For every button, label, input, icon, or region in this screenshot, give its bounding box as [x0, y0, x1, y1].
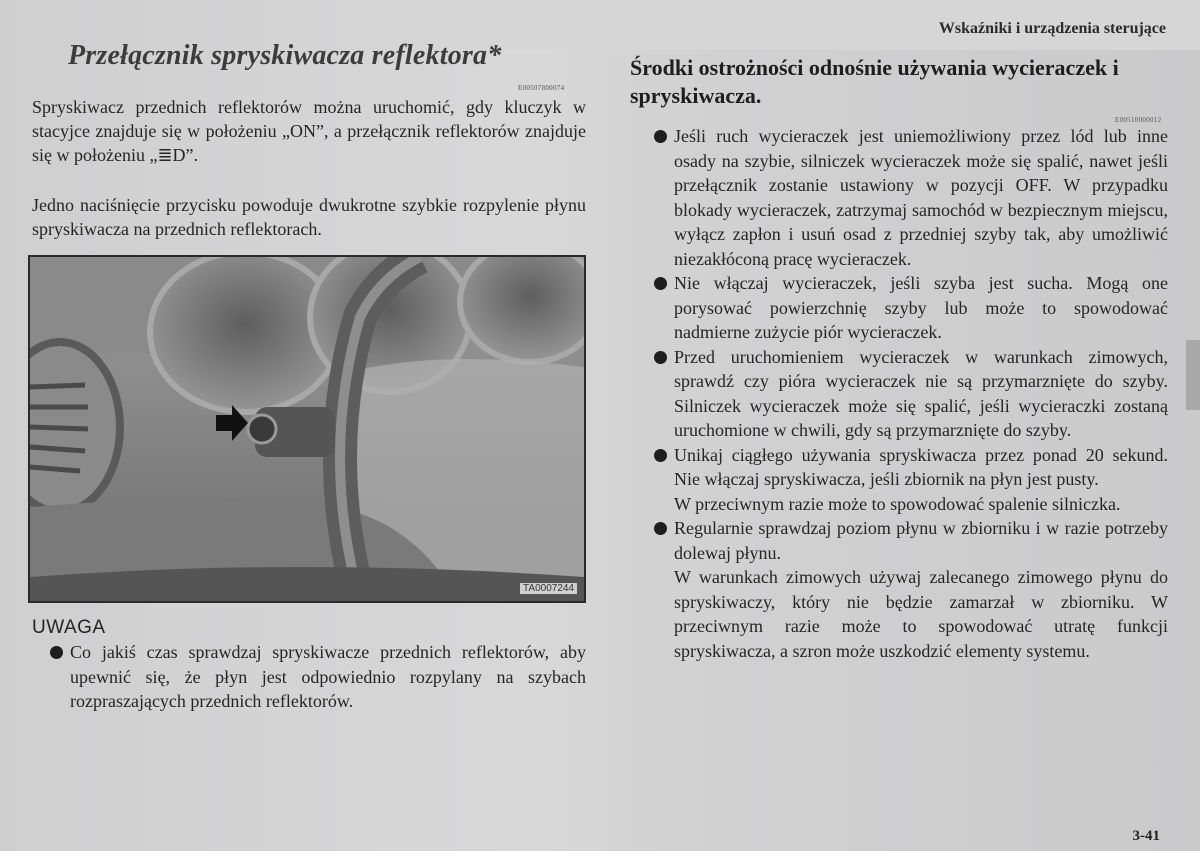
list-item [654, 443, 1168, 517]
page-number: 3-41 [1132, 828, 1160, 844]
section-title-precautions: Środki ostrożności odnośnie używania wycieraczek i spryskiwacza. [630, 55, 1119, 108]
list-item [654, 516, 1168, 663]
list-item-text: Co jakiś czas sprawdzaj spryskiwacze przednich reflektorów, aby upewnić się, że płyn jest odpowiednio rozpylany na szybach rozpraszających przednich reflektorów. [70, 642, 586, 711]
bullet-dot-icon [654, 130, 667, 143]
list-item-text: Przed uruchomieniem wycieraczek w warunkach zimowych, sprawdź czy pióra wycieraczek nie są przymarznięte do szyby. Silniczek wycieraczek może się spalić, jeśli wycieraczki zostaną uruchomione w chwili, gdy są przymarznięte do szyby. [674, 346, 1168, 440]
paragraph-text: Jedno naciśnięcie przycisku powoduje dwukrotne szybkie rozpylenie płynu spryskiwacza na przednich reflektorach. [32, 195, 586, 239]
list-item-continuation: W warunkach zimowych używaj zalecanego zimowego płynu do spryskiwaczy, który nie będzie zamarzał w zbiorniku. W przeciwnym razie może to spowodować utratę funkcji spryskiwacza, a szron może uszkodzić elementy systemu. [674, 567, 1168, 661]
chapter-side-tab [1186, 340, 1200, 410]
list-item-text: Jeśli ruch wycieraczek jest uniemożliwiony przez lód lub inne osady na szybie, silniczek wycieraczek może się spalić, nawet jeśli przełącznik zostanie ustawiony w pozycji OFF. W przypadku blokady wycieraczek, zatrzymaj samochód w bezpiecznym miejscu, wyłącz zapłon i usuń osad z przedniej szyby tak, aby umożliwić niezakłóconą pracę wycieraczek. [674, 126, 1168, 269]
bullet-dot-icon [50, 646, 63, 659]
list-item [654, 345, 1168, 443]
bullet-dot-icon [654, 522, 667, 535]
list-item-text: Nie włączaj wycieraczek, jeśli szyba jest sucha. Mogą one porysować powierzchnię szyby lub może to spowodować nadmierne zużycie piór wycieraczek. [674, 273, 1168, 342]
paragraph-intro [32, 95, 586, 167]
bullet-dot-icon [654, 351, 667, 364]
dashboard-photo-illustration [30, 257, 584, 601]
note-label: UWAGA [32, 617, 106, 638]
bullet-dot-icon [654, 449, 667, 462]
note-list [50, 640, 586, 714]
section-code: E00507800074 [518, 84, 565, 92]
section-title-headlamp-washer: Przełącznik spryskiwacza reflektora* [68, 40, 502, 71]
list-item-continuation: W przeciwnym razie może to spowodować spalenie silniczka. [674, 493, 1121, 514]
paragraph-text: Spryskiwacz przednich reflektorów można uruchomić, gdy kluczyk w stacyjce znajduje się w położeniu „ON”, a przełącznik reflektorów znajduje się w położeniu „≣D”. [32, 97, 586, 165]
paragraph-operation [32, 193, 586, 241]
list-item [50, 640, 586, 714]
precautions-list [654, 124, 1168, 663]
list-item [654, 124, 1168, 271]
section-code: E00510000012 [1115, 116, 1162, 124]
list-item-text: Unikaj ciągłego używania spryskiwacza przez ponad 20 sekund. Nie włączaj spryskiwacza, jeśli zbiornik na płyn jest pusty. [674, 444, 1168, 489]
running-header: Wskaźniki i urządzenia sterujące [938, 20, 1166, 37]
bullet-dot-icon [654, 277, 667, 290]
list-item [654, 271, 1168, 345]
dashboard-photo [28, 255, 586, 603]
list-item-text: Regularnie sprawdzaj poziom płynu w zbiorniku i w razie potrzeby dolewaj płynu. [674, 518, 1168, 563]
photo-code: TA0007244 [519, 582, 578, 595]
